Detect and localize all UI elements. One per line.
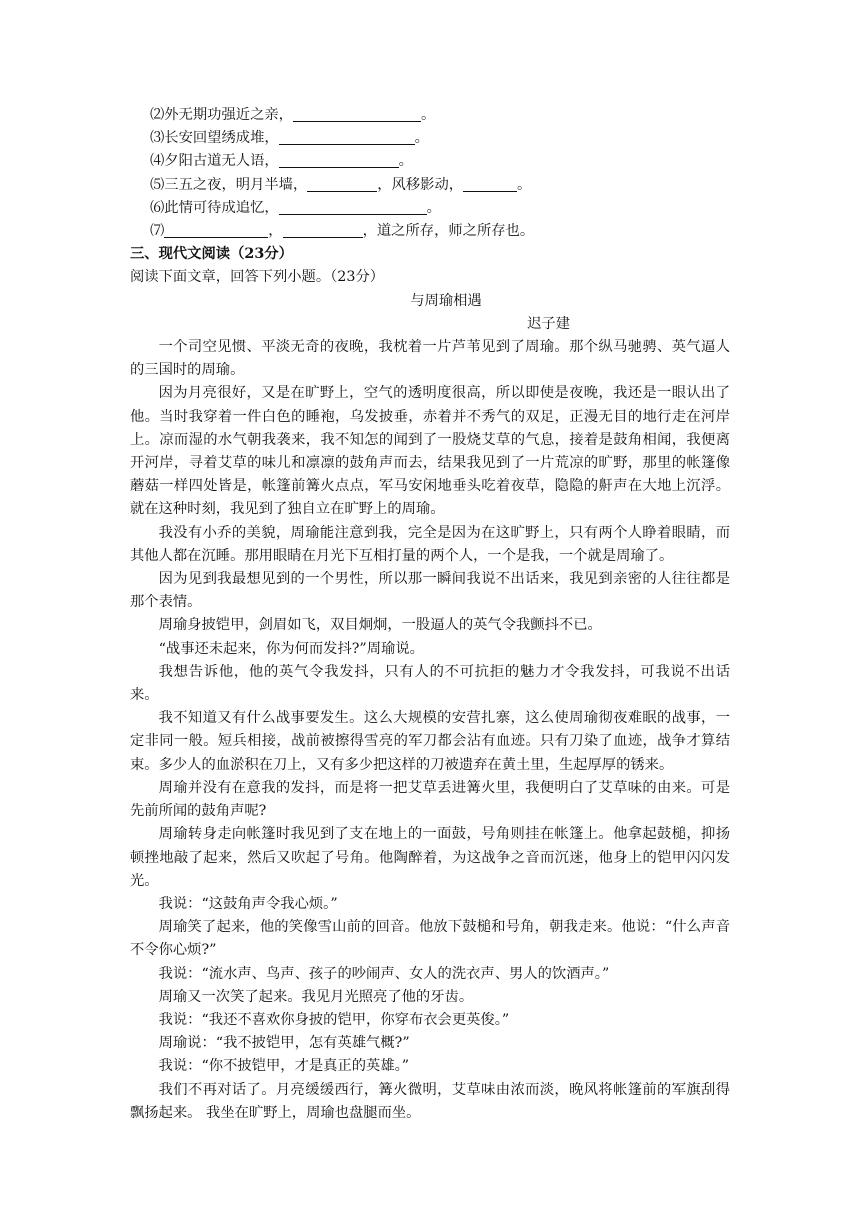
answer-blank [307,175,377,192]
answer-blank [283,221,363,238]
paragraph: 周瑜笑了起来，他的笑像雪山前的回音。他放下鼓槌和号角，朝我走来。他说：“什么声音不令你心烦?” [130,919,730,959]
fill-suffix: ，道之所存，师之所存也。 [362,223,535,240]
paragraph: 我说：“我还不喜欢你身披的铠甲，你穿布衣会更英俊。” [158,1011,510,1028]
paragraph: 一个司空见惯、平淡无奇的夜晚，我枕着一片芦苇见到了周瑜。那个纵马驰骋、英气逼人的三国时的周瑜。 [130,339,730,379]
fill-suffix: 。 [414,130,429,147]
paragraph: 我说：“这鼓角声令我心烦。” [158,895,338,912]
paragraph: 周瑜又一次笑了起来。我见月光照亮了他的牙齿。 [158,988,474,1005]
article-title: 与周瑜相遇 [410,292,482,309]
answer-blank [164,221,268,238]
fill-prefix: ⑷夕阳古道无人语， [150,153,279,170]
answer-blank [279,198,427,215]
answer-blank [279,151,399,168]
answer-blank [463,175,517,192]
paragraph: 我想告诉他，他的英气令我发抖，只有人的不可抗拒的魅力才令我发抖，可我说不出话来。 [130,663,730,704]
page-content [130,104,730,1125]
fill-item-4 [130,150,730,173]
answer-blank [293,105,421,122]
paragraph: 因为月亮很好，又是在旷野上，空气的透明度很高，所以即使是夜晚，我还是一眼认出了他。当时我穿着一件白色的睡袍，乌发披垂，赤着并不秀气的双足，正漫无目的地行走在河岸上。凉而湿的水气朝我袭来，我不知怎的闻到了一股烧艾草的气息，接着是鼓角相闻，我便离开河岸，寻着艾草的味儿和凛凛的鼓角声而去，结果我见到了一片荒凉的旷野，那里的帐篷像蘑菇一样四处皆是，帐篷前篝火点点，军马安闲地垂头吃着夜草，隐隐的鼾声在大地上沉浮。就在这种时刻，我见到了独自立在旷野上的周瑜。 [130,385,730,518]
fill-suffix: 。 [426,199,441,216]
fill-middle: ， [268,223,283,240]
answer-blank [279,128,415,145]
paragraph: 我不知道又有什么战事要发生。这么大规模的安营扎寨，这么使周瑜彻夜难眠的战事，一定非同一般。短兵相接，战前被擦得雪亮的军刀都会沾有血迹。只有刀染了血迹，战争才算结束。多少人的血淤积在刀上，又有多少把这样的刀被遗弃在黄土里，生起厚厚的锈来。 [130,710,730,773]
fill-suffix: 。 [398,153,413,170]
fill-item-5 [130,174,730,197]
fill-item-6 [130,197,730,220]
fill-item-7 [130,220,730,243]
fill-suffix: 。 [420,107,436,123]
article-author: 迟子建 [527,315,570,332]
fill-prefix: ⑶长安回望绣成堆， [150,130,279,147]
paragraph: 我说：“你不披铠甲，才是真正的英雄。” [158,1058,410,1075]
paragraph: “战事还未起来，你为何而发抖?”周瑜说。 [158,640,424,657]
paragraph: 周瑜转身走向帐篷时我见到了支在地上的一面鼓，号角则挂在帐篷上。他拿起鼓槌，抑扬顿挫地敲了起来，然后又吹起了号角。他陶醉着，为这战争之音而沉迷，他身上的铠甲闪闪发光。 [130,826,730,889]
fill-prefix: ⑵外无期功强近之亲， [150,107,293,123]
paragraph: 周瑜并没有在意我的发抖，而是将一把艾草丢进篝火里，我便明白了艾草味的由来。可是先前所闻的鼓角声呢? [130,779,730,820]
instruction-text: 阅读下面文章，回答下列小题。（23分） [130,269,385,286]
fill-item-3 [130,127,730,150]
fill-suffix: 。 [517,176,532,193]
paragraph: 我说：“流水声、鸟声、孩子的吵闹声、女人的洗衣声、男人的饮酒声。” [158,965,610,982]
paragraph: 周瑜说：“我不披铠甲，怎有英雄气概?” [158,1035,410,1052]
fill-prefix: ⑺ [150,223,165,240]
section-heading: 三、现代文阅读（23分） [130,246,293,263]
paragraph: 我们不再对话了。月亮缓缓西行，篝火微明，艾草味由浓而淡，晚风将帐篷前的军旗刮得飘扬起来。 我坐在旷野上，周瑜也盘腿而坐。 [130,1081,730,1121]
fill-prefix: ⑸三五之夜，明月半墙， [150,176,308,193]
fill-item-2 [130,104,730,127]
paragraph: 周瑜身披铠甲，剑眉如飞，双目炯炯，一股逼人的英气令我颤抖不已。 [158,617,602,634]
fill-middle: ，风移影动， [377,176,464,193]
paragraph: 我没有小乔的美貌，周瑜能注意到我，完全是因为在这旷野上，只有两个人睁着眼睛，而其他人都在沉睡。那用眼睛在月光下互相打量的两个人，一个是我，一个就是周瑜了。 [130,524,730,564]
fill-prefix: ⑹此情可待成追忆， [150,199,279,216]
paragraph: 因为见到我最想见到的一个男性，所以那一瞬间我说不出话来，我见到亲密的人往往都是那个表情。 [130,571,730,611]
